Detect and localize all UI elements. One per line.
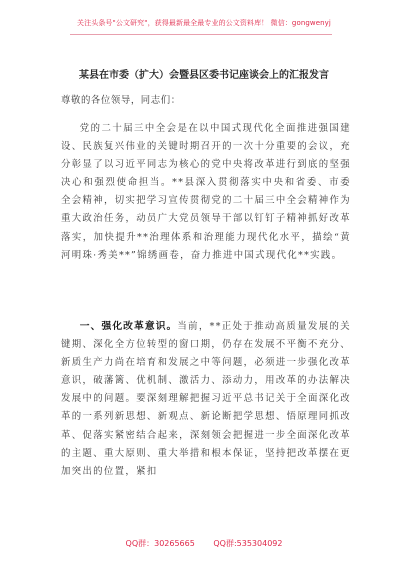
paragraph-section-1: [61, 318, 351, 481]
header-divider: [70, 34, 332, 35]
document-title: 某县在市委（扩大）会暨县区委书记座谈会上的汇报发言: [79, 70, 329, 81]
section-heading: 一、强化改革意识。: [79, 321, 178, 332]
footer-contacts: [0, 538, 408, 549]
salutation: 尊敬的各位领导，同志们：: [61, 95, 181, 106]
footer-qq-group-1: QQ群：30265665: [125, 539, 195, 548]
paragraph-intro: 党的二十届三中全会是在以中国式现代化全面推进强国建设、民族复兴伟业的关键时期召开的一次十分重要的会议，充分彰显了以习近平同志为核心的党中央将改革进行到底的坚强决心和强烈使命担当。**县深入贯彻落实中央和省委、市委全会精神，切实把学习宣传贯彻党的二十届三中全会精神作为重大政治任务，动员广大党员领导干部以钉钉子精神抓好改革落实，加快提升**治理体系和治理能力现代化水平，描绘“黄河明珠·秀美**”锦绣画卷，奋力推进中国式现代化**实践。: [61, 123, 351, 261]
section-body: 当前，**正处于推动高质量发展的关键期、深化全方位转型的窗口期，仍存在发展不平衡不充分、新质生产力尚在培育和发展之中等问题，必须进一步强化改革意识，破藩篱、优机制、激活力、添动力，用改革的办法解决发展中的问题。要深刻理解把握习近平总书记关于全面深化改革的一系列新思想、新观点、新论断把学思想、悟原理同抓改革、促落实紧密结合起来，深刻领会把握进一步全面深化改革的主题、重大原则、重大举措和根本保证，坚持把改革摆在更加突出的位置，紧扣: [61, 321, 352, 477]
header-banner: 关注头条号"公文研究"，获得最新最全最专业的公文资料库！ 微信：gongwenyj: [77, 19, 331, 27]
footer-qq-group-2: QQ群:535304092: [213, 539, 283, 548]
